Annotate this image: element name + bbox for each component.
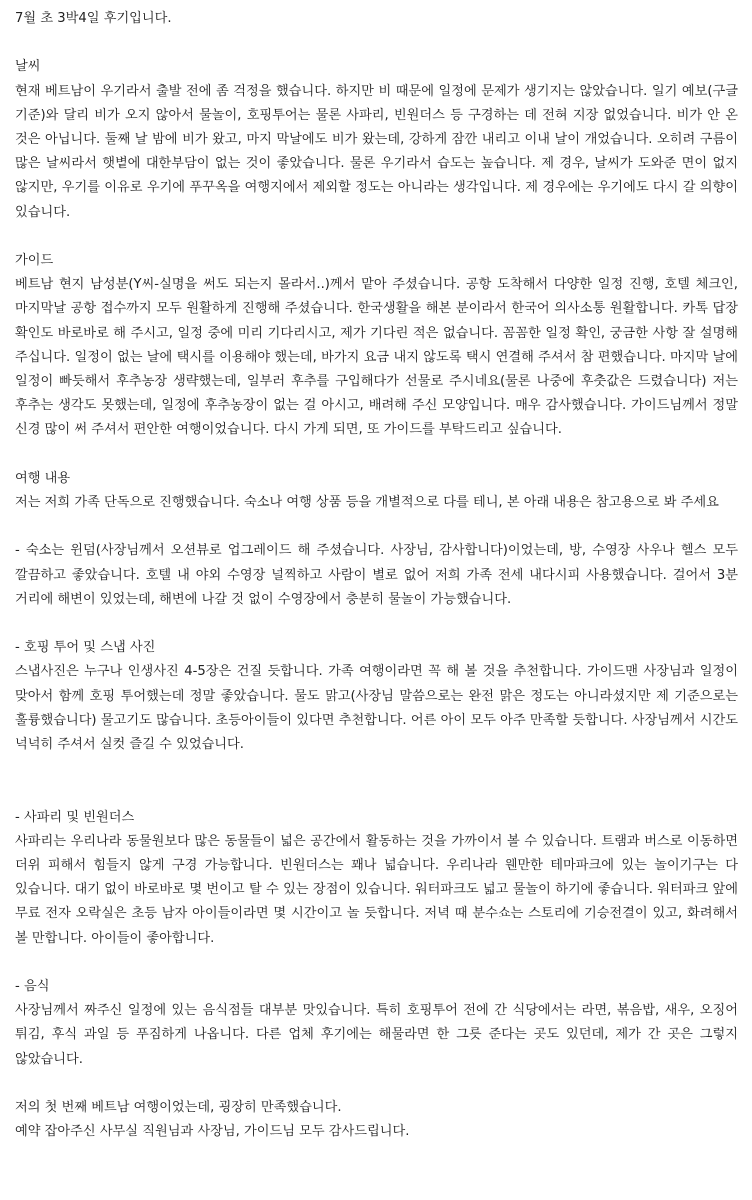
- spacer: [15, 757, 738, 781]
- food-paragraph: 사장님께서 짜주신 일정에 있는 음식점들 대부분 맛있습니다. 특히 호핑투어 전에 간 식당에서는 라면, 볶음밥, 새우, 오징어 튀김, 후식 과일 등 푸짐하게 나옵니다. 다른 업체 후기에는 해물라면 한 그릇 준다는 곳도 있던데, 제가 간 곳은 그렇지 않았습니다.: [15, 1003, 743, 1067]
- spacer: [15, 443, 738, 467]
- spacer: [15, 781, 738, 805]
- trip-paragraph: 저는 저희 가족 단독으로 진행했습니다. 숙소나 여행 상품 등을 개별적으로 다를 테니, 본 아래 내용은 참고용으로 봐 주세요: [15, 495, 719, 511]
- weather-paragraph: 현재 베트남이 우기라서 출발 전에 좀 걱정을 했습니다. 하지만 비 때문에 일정에 문제가 생기지는 않았습니다. 일기 예보(구글 기준)와 달리 비가 오지 않아서 물놀이, 호핑투어는 물론 사파리, 빈원더스 등 구경하는 데 전혀 지장 없었습니다. 비가 안 온 것은 아닙니다. 둘째 날 밤에 비가 왔고, 마지 막날에도 비가 왔는데, 강하게 잠깐 내리고 이내 날이 개었습니다. 오히려 구름이 많은 날씨라서 햇볕에 대한부담이 없는 것이 좋았습니다. 물론 우기라서 습도는 높습니다. 제 경우, 날씨가 도와준 면이 없지 않지만, 우기를 이유로 우기에 푸꾸옥을 여행지에서 제외할 정도는 아니라는 생각입니다. 제 경우에는 우기에도 다시 갈 의향이 있습니다.: [15, 83, 743, 220]
- spacer: [15, 515, 738, 539]
- hopping-paragraph: 스냅사진은 누구나 인생사진 4-5장은 건질 듯합니다. 가족 여행이라면 꼭 해 볼 것을 추천합니다. 가이드맨 사장님과 일정이 맞아서 함께 호핑 투어했는데 정말 좋았습니다. 물도 맑고(사장님 말씀으로는 완전 맑은 정도는 아니라셨지만 제 기준으로는 훌륭했습니다) 물고기도 많습니다. 초등아이들이 있다면 추천합니다. 어른 아이 모두 아주 만족할 듯합니다. 사장님께서 시간도 넉넉히 주셔서 실컷 즐길 수 있었습니다.: [15, 664, 743, 753]
- food-heading: - 음식: [15, 979, 50, 994]
- intro-line: 7월 초 3박4일 후기입니다.: [15, 11, 172, 26]
- weather-heading: 날씨: [15, 59, 41, 75]
- closing-line-2: 예약 잡아주신 사무실 직원님과 사장님, 가이드님 모두 감사드립니다.: [15, 1124, 410, 1140]
- safari-paragraph: 사파리는 우리나라 동물원보다 많은 동물들이 넓은 공간에서 활동하는 것을 가까이서 볼 수 있습니다. 트램과 버스로 이동하면 더위 피해서 힘들지 않게 구경 가능합니다. 빈원더스는 꽤나 넓습니다. 우리나라 웬만한 테마파크에 있는 놀이기구는 다 있습니다. 대기 없이 바로바로 몇 번이고 탈 수 있는 장점이 있습니다. 워터파크도 넓고 물놀이 하기에 좋습니다. 워터파크 앞에 무료 전자 오락실은 초등 남자 아이들이라면 몇 시간이고 놀 듯합니다. 저녁 때 분수쇼는 스토리에 기승전결이 있고, 화려해서 볼 만합니다. 아이들이 좋아합니다.: [15, 833, 743, 946]
- hopping-heading: - 호핑 투어 및 스냅 사진: [15, 640, 156, 656]
- guide-heading: 가이드: [15, 253, 54, 268]
- spacer: [15, 951, 738, 975]
- spacer: [15, 1072, 738, 1096]
- trip-heading: 여행 내용: [15, 470, 71, 486]
- spacer: [15, 225, 738, 249]
- closing-line-1: 저의 첫 번째 베트남 여행이었는데, 굉장히 만족했습니다.: [15, 1100, 342, 1115]
- spacer: [15, 612, 738, 636]
- lodging-paragraph: - 숙소는 윈덤(사장님께서 오션뷰로 업그레이드 해 주셨습니다. 사장님, 감사합니다)이었는데, 방, 수영장 사우나 헬스 모두 깔끔하고 좋았습니다. 호텔 내 야외 수영장 널찍하고 사람이 별로 없어 저희 가족 전세 내다시피 사용했습니다. 걸어서 3분 거리에 해변이 있었는데, 해변에 나갈 것 없이 수영장에서 충분히 물놀이 가능했습니다.: [15, 543, 743, 607]
- spacer: [15, 31, 738, 55]
- guide-paragraph: 베트남 현지 남성분(Y씨-실명을 써도 되는지 몰라서..)께서 맡아 주셨습니다. 공항 도착해서 다양한 일정 진행, 호텔 체크인, 마지막날 공항 접수까지 모두 원활하게 진행해 주셨습니다. 한국생활을 해본 분이라서 한국어 의사소통 원활합니다. 카톡 답장 확인도 바로바로 해 주시고, 일정 중에 미리 기다리시고, 제가 기다린 적은 없습니다. 꼼꼼한 일정 확인, 궁금한 사항 잘 설명해 주십니다. 일정이 없는 날에 택시를 이용해야 했는데, 바가지 요금 내지 않도록 택시 연결해 주셔서 참 편했습니다. 마지막 날에 일정이 빠듯해서 후추농장 생략했는데, 일부러 후추를 구입해다가 선물로 주시네요(물론 나중에 후춧값은 드렸습니다) 저는 후추는 생각도 못했는데, 일정에 후추농장이 없는 걸 아시고, 배려해 주신 모양입니다. 매우 감사했습니다. 가이드님께서 정말 신경 많이 써 주셔서 편안한 여행이었습니다. 다시 가게 되면, 또 가이드를 부탁드리고 싶습니다.: [15, 277, 743, 438]
- safari-heading: - 사파리 및 빈원더스: [15, 809, 135, 825]
